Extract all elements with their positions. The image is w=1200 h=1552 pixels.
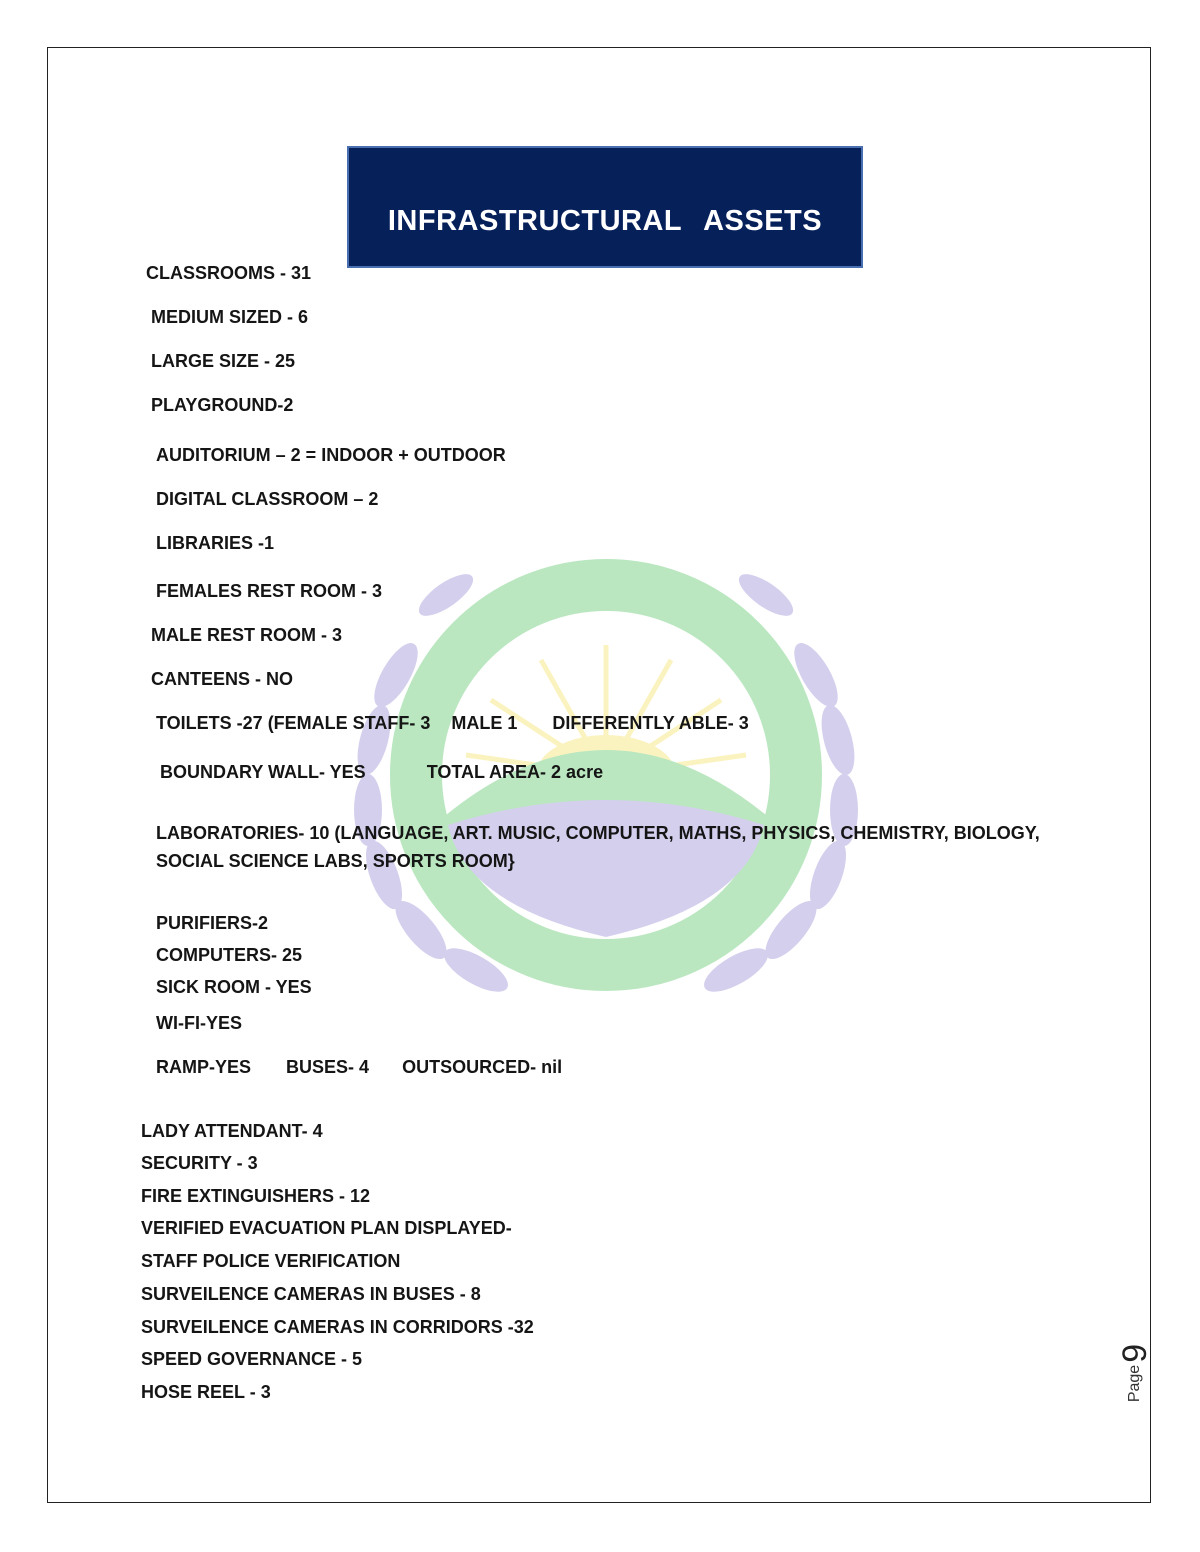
- item-medium-sized: MEDIUM SIZED - 6: [151, 307, 309, 327]
- item-laboratories-cont: SOCIAL SCIENCE LABS, SPORTS ROOM}: [156, 851, 515, 871]
- page-number-value: 9: [1115, 1343, 1154, 1363]
- item-evacuation-plan: VERIFIED EVACUATION PLAN DISPLAYED-: [141, 1218, 512, 1238]
- item-ramp-buses: [156, 1057, 562, 1078]
- item-speed-governance: SPEED GOVERNANCE - 5: [141, 1349, 363, 1369]
- item-purifiers: PURIFIERS-2: [156, 913, 269, 933]
- item-cameras-corridors: SURVEILENCE CAMERAS IN CORRIDORS -32: [141, 1317, 534, 1337]
- item-auditorium: AUDITORIUM – 2 = INDOOR + OUTDOOR: [156, 445, 506, 465]
- page-number: [1100, 1338, 1170, 1408]
- item-staff-police-verification: STAFF POLICE VERIFICATION: [141, 1251, 401, 1271]
- toilets-male: MALE 1: [451, 713, 518, 733]
- total-area: TOTAL AREA- 2 acre: [426, 762, 604, 782]
- toilets-total: TOILETS -27 (FEMALE STAFF- 3: [156, 713, 431, 733]
- item-females-rest-room: FEMALES REST ROOM - 3: [156, 581, 383, 601]
- item-hose-reel: HOSE REEL - 3: [141, 1382, 271, 1402]
- item-laboratories: LABORATORIES- 10 (LANGUAGE, ART. MUSIC, COMPUTER, MATHS, PHYSICS, CHEMISTRY, BIOLOGY,: [156, 823, 1040, 843]
- item-sick-room: SICK ROOM - YES: [156, 977, 312, 997]
- item-male-rest-room: MALE REST ROOM - 3: [151, 625, 343, 645]
- item-libraries: LIBRARIES -1: [156, 533, 275, 553]
- item-fire-extinguishers: FIRE EXTINGUISHERS - 12: [141, 1186, 371, 1206]
- item-toilets: [156, 713, 749, 734]
- item-canteens: CANTEENS - NO: [151, 669, 294, 689]
- page-title: INFRASTRUCTURAL ASSETS: [387, 204, 823, 237]
- toilets-differently-able: DIFFERENTLY ABLE- 3: [552, 713, 749, 733]
- boundary-wall: BOUNDARY WALL- YES: [160, 762, 366, 782]
- ramp: RAMP-YES: [156, 1057, 252, 1077]
- item-playground: PLAYGROUND-2: [151, 395, 294, 415]
- item-classrooms: CLASSROOMS - 31: [146, 263, 312, 283]
- item-lady-attendant: LADY ATTENDANT- 4: [141, 1121, 323, 1141]
- item-cameras-buses: SURVEILENCE CAMERAS IN BUSES - 8: [141, 1284, 481, 1304]
- item-wifi: WI-FI-YES: [156, 1013, 242, 1033]
- item-digital-classroom: DIGITAL CLASSROOM – 2: [156, 489, 379, 509]
- item-security: SECURITY - 3: [141, 1153, 258, 1173]
- item-computers: COMPUTERS- 25: [156, 945, 303, 965]
- title-banner: [347, 146, 863, 268]
- page-label: Page: [1126, 1364, 1143, 1403]
- outsourced: OUTSOURCED- nil: [402, 1057, 563, 1077]
- item-large-size: LARGE SIZE - 25: [151, 351, 296, 371]
- buses: BUSES- 4: [286, 1057, 370, 1077]
- item-boundary: [160, 762, 603, 783]
